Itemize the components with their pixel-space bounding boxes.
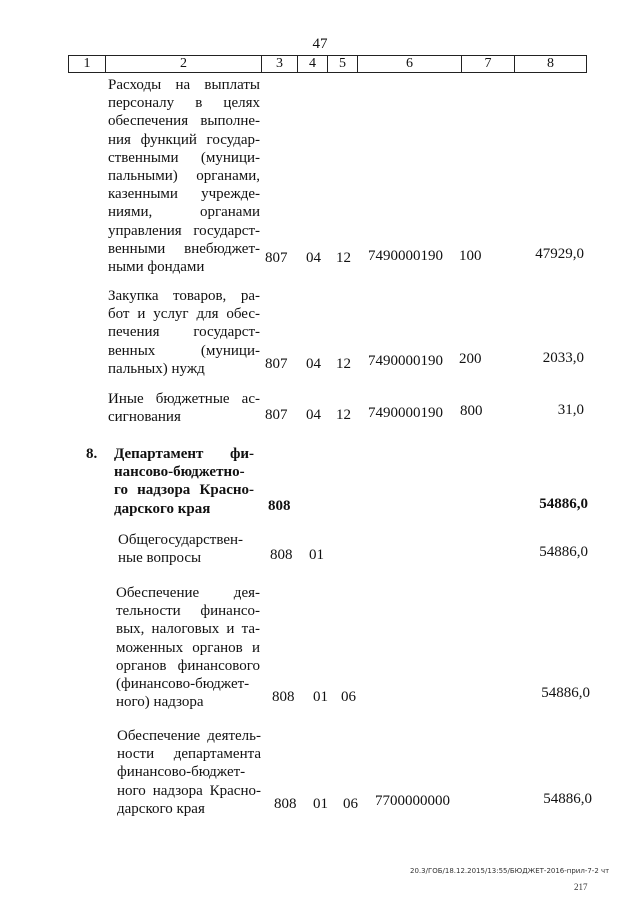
col4-value: 04 [306,407,321,423]
description-line: го надзора Красно- [114,482,254,499]
description-line: ные вопросы [118,550,202,567]
description-line: ного надзора Красно- [117,782,261,799]
description-line: ными фондами [108,259,205,276]
column-header-5: 5 [328,56,358,73]
description-line: ного) надзора [116,694,204,711]
col8-value: 2033,0 [542,350,584,366]
description-line: нансово-бюджетно- [114,464,245,481]
description-line: органов финансового [116,657,260,674]
col5-value: 12 [336,250,351,266]
col6-value: 7490000190 [368,353,443,369]
description-line: печения государст- [108,324,260,341]
col3-value: 807 [265,250,288,266]
col8-value: 54886,0 [541,685,590,701]
description-line: казенными учрежде- [108,186,260,203]
description-line: Расходы на выплаты [108,77,260,93]
row-description [108,390,260,426]
description-line: ния функций государ- [108,131,260,148]
col6-value: 7700000000 [375,793,450,809]
description-line: венными внебюджет- [108,240,260,257]
col8-value: 54886,0 [539,544,588,560]
description-line: тельности финансо- [116,603,260,620]
description-line: Иные бюджетные ас- [108,391,260,407]
description-line: персоналу в целях [108,95,260,112]
row-description [117,727,261,818]
description-line: бот и услуг для обес- [108,306,260,323]
col3-value: 808 [270,547,293,563]
description-line: вых, налоговых и та- [116,621,260,638]
col3-value: 808 [272,689,295,705]
description-line: Общегосударствен- [118,532,244,548]
description-line: дарского края [117,800,205,817]
col6-value: 7490000190 [368,405,443,421]
row-description [118,531,244,567]
col8-value: 54886,0 [543,791,592,807]
description-line: Обеспечение дея- [116,585,260,601]
col7-value: 100 [459,248,482,264]
description-line: управления государст- [108,222,260,239]
col8-value: 54886,0 [539,496,588,512]
col7-value: 800 [460,403,483,419]
column-header-1: 1 [69,56,106,73]
col7-value: 200 [459,351,482,367]
col4-value: 01 [309,547,324,563]
col6-value: 7490000190 [368,248,443,264]
col4-value: 01 [313,796,328,812]
column-header-8: 8 [515,56,587,73]
column-header-2: 2 [106,56,262,73]
description-line: ственными (муници- [108,149,260,166]
description-line: пальными) органами, [108,168,260,185]
description-line: финансово-бюджет- [117,764,246,781]
column-header-7: 7 [462,56,515,73]
col5-value: 06 [341,689,356,705]
description-line: (финансово-бюджет- [116,676,250,693]
description-line: Департамент фи- [114,446,254,462]
col5-value: 12 [336,407,351,423]
column-header-6: 6 [358,56,462,73]
col8-value: 47929,0 [535,246,584,262]
description-line: моженных органов и [116,639,260,656]
column-header-row [68,55,587,73]
footer-page-mark: 217 [574,882,588,892]
row-description [108,76,260,276]
col5-value: 12 [336,356,351,372]
section-title [114,445,254,518]
col8-value: 31,0 [557,402,584,418]
col4-value: 01 [313,689,328,705]
description-line: сигнования [108,409,181,426]
col3-value: 808 [274,796,297,812]
col3-value: 807 [265,356,288,372]
col4-value: 04 [306,356,321,372]
description-line: дарского края [114,500,211,517]
description-line: ности департамента [117,746,261,763]
description-line: пальных) нужд [108,360,205,377]
col3-value: 808 [268,498,291,514]
section-number: 8. [86,446,98,462]
row-description [108,287,260,378]
description-line: обеспечения выполне- [108,113,260,130]
page-number: 47 [312,36,328,52]
description-line: венных (муници- [108,342,260,359]
col5-value: 06 [343,796,358,812]
description-line: ниями, органами [108,204,260,221]
description-line: Обеспечение деятель- [117,728,261,744]
footer-document-code: 20.3/ГОБ/18.12.2015/13:55/БЮДЖЕТ-2016-прил-7-2 чт [410,867,610,875]
row-description [116,584,260,711]
col3-value: 807 [265,407,288,423]
col4-value: 04 [306,250,321,266]
column-header-4: 4 [298,56,328,73]
description-line: Закупка товаров, ра- [108,288,260,304]
column-header-3: 3 [262,56,298,73]
